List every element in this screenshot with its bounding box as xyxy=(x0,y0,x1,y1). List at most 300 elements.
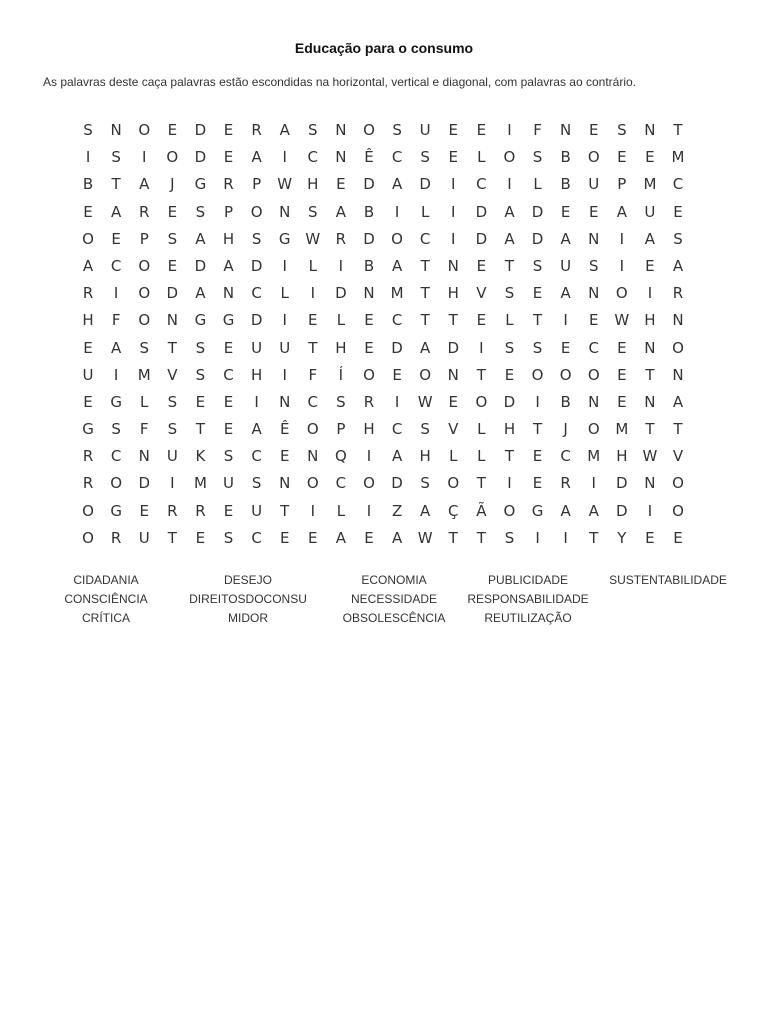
grid-letter: A xyxy=(223,256,234,275)
word-list-column xyxy=(453,571,603,628)
grid-letter: O xyxy=(559,365,572,384)
grid-letter: B xyxy=(82,175,94,194)
grid-letter: H xyxy=(250,365,263,384)
grid-letter: E xyxy=(476,256,487,275)
grid-letter: E xyxy=(532,447,543,466)
grid-letter: E xyxy=(279,447,290,466)
grid-letter: I xyxy=(282,148,287,167)
grid-letter: G xyxy=(110,501,122,520)
grid-letter: L xyxy=(477,420,486,439)
grid-letter: S xyxy=(223,528,234,547)
grid-letter: E xyxy=(195,392,206,411)
grid-letter: T xyxy=(308,338,318,357)
grid-letter: A xyxy=(251,420,262,439)
grid-letter: E xyxy=(448,121,458,139)
grid-letter: E xyxy=(560,202,571,221)
grid-letter: E xyxy=(645,528,655,547)
grid-letter: C xyxy=(672,175,684,194)
word-search-grid xyxy=(74,117,692,552)
grid-letter: N xyxy=(560,121,572,139)
grid-letter: O xyxy=(166,148,179,167)
grid-letter: E xyxy=(223,420,234,439)
grid-letter: S xyxy=(308,202,318,221)
grid-letter: N xyxy=(138,447,150,466)
grid-letter: I xyxy=(619,229,625,248)
grid-letter: I xyxy=(535,392,540,411)
grid-letter: N xyxy=(363,284,375,303)
grid-letter: Y xyxy=(617,528,627,547)
grid-letter: U xyxy=(251,338,263,357)
grid-letter: F xyxy=(139,420,149,439)
grid-letter: S xyxy=(532,148,543,167)
grid-letter: C xyxy=(391,148,403,167)
grid-letter: A xyxy=(560,229,571,248)
grid-letter: H xyxy=(644,311,656,330)
grid-letter: D xyxy=(335,284,347,303)
grid-letter: L xyxy=(420,202,430,221)
grid-letter: E xyxy=(617,338,627,357)
grid-letter: U xyxy=(560,256,572,275)
grid-letter: E xyxy=(167,121,178,139)
grid-letter: L xyxy=(308,256,317,275)
grid-letter: D xyxy=(250,256,263,275)
grid-letter: E xyxy=(448,148,458,167)
grid-letter: A xyxy=(672,392,684,411)
word-list-item: RESPONSABILIDADE xyxy=(467,592,589,606)
grid-letter: T xyxy=(420,311,430,330)
grid-letter: U xyxy=(279,338,291,357)
word-list-item: SUSTENTABILIDADE xyxy=(609,573,727,587)
grid-letter: E xyxy=(139,501,149,520)
grid-letter: L xyxy=(477,447,486,466)
grid-letter: C xyxy=(307,148,319,167)
grid-letter: I xyxy=(451,229,456,248)
grid-letter: A xyxy=(560,284,571,303)
grid-letter: A xyxy=(391,256,403,275)
grid-letter: T xyxy=(420,256,430,275)
grid-letter: I xyxy=(282,365,287,384)
grid-letter: N xyxy=(644,392,656,411)
grid-letter: H xyxy=(447,284,459,303)
grid-letter: R xyxy=(167,501,178,520)
grid-letter: V xyxy=(672,447,684,466)
grid-letter: E xyxy=(308,311,318,330)
grid-letter: T xyxy=(448,311,458,330)
grid-letter: E xyxy=(83,392,93,411)
grid-letter: S xyxy=(83,121,93,139)
grid-letter: T xyxy=(504,447,515,466)
grid-letter: O xyxy=(447,474,460,493)
grid-letter: A xyxy=(82,256,94,275)
grid-letter: O xyxy=(419,365,432,384)
grid-letter: T xyxy=(532,311,543,330)
grid-letter: A xyxy=(195,229,206,248)
word-list-item: CONSCIÊNCIA xyxy=(64,592,148,606)
grid-letter: N xyxy=(644,474,656,493)
grid-letter: E xyxy=(223,148,234,167)
grid-letter: P xyxy=(617,175,627,194)
grid-letter: Ç xyxy=(448,501,459,520)
grid-letter: E xyxy=(476,311,487,330)
grid-letter: E xyxy=(195,528,206,547)
grid-letter: D xyxy=(166,284,179,303)
grid-letter: I xyxy=(170,474,175,493)
grid-letter: O xyxy=(587,148,600,167)
grid-letter: D xyxy=(616,474,628,493)
grid-letter: E xyxy=(83,338,93,357)
grid-letter: O xyxy=(672,474,684,493)
grid-letter: S xyxy=(504,284,515,303)
grid-letter: D xyxy=(138,474,151,493)
grid-letter: E xyxy=(223,338,234,357)
grid-letter: S xyxy=(251,474,262,493)
grid-letter: E xyxy=(111,229,121,248)
grid-letter: D xyxy=(250,311,263,330)
grid-letter: V xyxy=(476,284,487,303)
word-list-item: REUTILIZAÇÃO xyxy=(484,611,572,625)
word-list-column xyxy=(173,571,323,628)
grid-letter: O xyxy=(363,365,375,384)
grid-letter: A xyxy=(391,175,403,194)
grid-letter: L xyxy=(140,392,149,411)
grid-letter: W xyxy=(417,528,433,547)
grid-letter: W xyxy=(614,311,630,330)
grid-letter: O xyxy=(503,148,516,167)
word-list-item: CRÍTICA xyxy=(82,611,130,625)
grid-letter: B xyxy=(363,202,375,221)
grid-letter: P xyxy=(252,175,262,194)
grid-letter: T xyxy=(476,474,486,493)
grid-letter: D xyxy=(531,202,544,221)
grid-letter: D xyxy=(447,338,460,357)
grid-letter: O xyxy=(82,229,94,248)
grid-letter: E xyxy=(308,528,318,547)
grid-letter: C xyxy=(391,311,403,330)
word-list-item: MIDOR xyxy=(228,611,268,625)
grid-letter: H xyxy=(419,447,431,466)
grid-letter: S xyxy=(195,338,206,357)
grid-letter: N xyxy=(588,392,600,411)
grid-letter: G xyxy=(531,501,544,520)
grid-letter: G xyxy=(278,229,291,248)
word-list-item: PUBLICIDADE xyxy=(487,573,569,587)
grid-letter: I xyxy=(507,474,512,493)
grid-letter: S xyxy=(504,338,515,357)
grid-letter: N xyxy=(672,365,684,384)
grid-letter: N xyxy=(335,121,347,139)
grid-letter: T xyxy=(504,256,515,275)
grid-letter: T xyxy=(532,420,543,439)
grid-letter: D xyxy=(475,229,488,248)
grid-letter: S xyxy=(308,121,318,139)
grid-letter: N xyxy=(447,365,459,384)
grid-letter: E xyxy=(167,256,178,275)
grid-letter: H xyxy=(503,420,516,439)
grid-letter: T xyxy=(195,420,205,439)
grid-letter: R xyxy=(82,284,94,303)
grid-letter: M xyxy=(587,447,601,466)
grid-letter: S xyxy=(532,256,543,275)
grid-letter: U xyxy=(251,501,263,520)
instructions-text: As palavras deste caça palavras estão escondidas na horizontal, vertical e diagonal, com palavras ao contrário. xyxy=(43,75,636,89)
word-list-item: CIDADANIA xyxy=(73,573,139,587)
grid-letter: Z xyxy=(391,501,403,520)
grid-letter: F xyxy=(111,311,121,330)
grid-letter: A xyxy=(111,338,122,357)
grid-letter: H xyxy=(82,311,94,330)
grid-letter: Ã xyxy=(476,501,487,520)
grid-letter: G xyxy=(110,392,122,411)
grid-letter: A xyxy=(644,229,656,248)
grid-letter: R xyxy=(672,284,684,303)
grid-letter: I xyxy=(85,148,91,167)
grid-letter: O xyxy=(672,338,684,357)
grid-letter: N xyxy=(335,148,347,167)
grid-letter: H xyxy=(222,229,235,248)
grid-letter: D xyxy=(194,121,207,139)
grid-letter: L xyxy=(449,447,458,466)
grid-letter: D xyxy=(503,392,516,411)
grid-letter: C xyxy=(391,420,403,439)
grid-letter: E xyxy=(336,175,346,194)
grid-letter: W xyxy=(277,175,293,194)
grid-letter: E xyxy=(504,365,515,384)
grid-letter: C xyxy=(335,474,347,493)
grid-letter: W xyxy=(642,447,658,466)
grid-letter: I xyxy=(563,528,568,547)
grid-letter: O xyxy=(503,501,516,520)
grid-letter: B xyxy=(560,148,571,167)
grid-letter: I xyxy=(619,256,625,275)
grid-letter: H xyxy=(335,338,347,357)
grid-letter: O xyxy=(138,121,151,139)
grid-letter: U xyxy=(588,175,600,194)
word-list-column xyxy=(319,571,469,628)
grid-letter: N xyxy=(588,284,600,303)
grid-letter: E xyxy=(167,202,178,221)
grid-letter: D xyxy=(419,175,431,194)
grid-letter: A xyxy=(504,202,515,221)
grid-letter: C xyxy=(251,447,262,466)
grid-letter: A xyxy=(588,501,599,520)
grid-letter: E xyxy=(476,121,487,139)
grid-letter: S xyxy=(167,392,178,411)
grid-letter: O xyxy=(306,474,319,493)
grid-letter: A xyxy=(420,501,431,520)
grid-letter: N xyxy=(644,121,656,139)
grid-letter: I xyxy=(451,202,456,221)
grid-letter: I xyxy=(113,365,119,384)
grid-letter: D xyxy=(363,175,375,194)
grid-letter: I xyxy=(142,148,147,167)
grid-letter: E xyxy=(673,528,683,547)
grid-letter: O xyxy=(391,229,403,248)
grid-letter: B xyxy=(560,392,571,411)
grid-letter: C xyxy=(419,229,431,248)
grid-letter: A xyxy=(420,338,431,357)
word-list-item: NECESSIDADE xyxy=(350,592,438,606)
grid-letter: E xyxy=(392,365,402,384)
grid-letter: S xyxy=(251,229,262,248)
grid-letter: E xyxy=(617,365,627,384)
grid-letter: I xyxy=(394,202,400,221)
grid-letter: D xyxy=(391,338,403,357)
grid-letter: N xyxy=(222,284,235,303)
grid-letter: E xyxy=(588,202,599,221)
grid-letter: E xyxy=(223,501,234,520)
grid-letter: Q xyxy=(334,447,347,466)
grid-letter: L xyxy=(477,148,486,167)
grid-letter: E xyxy=(560,338,571,357)
grid-letter: S xyxy=(420,474,430,493)
grid-letter: A xyxy=(560,501,571,520)
grid-letter: O xyxy=(587,420,600,439)
grid-letter: E xyxy=(617,392,627,411)
grid-letter: C xyxy=(307,392,319,411)
grid-letter: S xyxy=(167,420,178,439)
grid-letter: N xyxy=(279,474,291,493)
grid-letter: I xyxy=(282,256,287,275)
grid-letter: N xyxy=(672,311,684,330)
grid-letter: C xyxy=(560,447,571,466)
grid-letter: L xyxy=(336,501,346,520)
grid-letter: U xyxy=(419,121,431,139)
grid-letter: P xyxy=(336,420,346,439)
grid-letter: S xyxy=(617,121,627,139)
grid-letter: T xyxy=(476,528,486,547)
grid-letter: Í xyxy=(338,365,344,384)
grid-letter: G xyxy=(82,420,94,439)
grid-letter: B xyxy=(560,175,571,194)
grid-letter: E xyxy=(673,202,683,221)
grid-letter: S xyxy=(504,528,515,547)
grid-letter: O xyxy=(138,284,151,303)
grid-letter: O xyxy=(363,121,375,139)
grid-letter: O xyxy=(138,256,151,275)
grid-letter: S xyxy=(111,420,121,439)
grid-letter: E xyxy=(448,392,458,411)
grid-letter: W xyxy=(305,229,321,248)
grid-letter: N xyxy=(279,392,291,411)
word-list-column xyxy=(43,571,169,628)
grid-letter: D xyxy=(475,202,488,221)
grid-letter: H xyxy=(363,420,375,439)
grid-letter: C xyxy=(251,284,262,303)
grid-letter: T xyxy=(673,420,683,439)
grid-letter: C xyxy=(251,528,262,547)
grid-letter: A xyxy=(139,175,150,194)
grid-letter: F xyxy=(308,365,318,384)
grid-letter: I xyxy=(563,311,568,330)
grid-letter: E xyxy=(645,148,655,167)
grid-letter: O xyxy=(531,365,544,384)
grid-letter: J xyxy=(563,420,568,439)
grid-letter: V xyxy=(448,420,459,439)
grid-letter: M xyxy=(137,365,151,384)
grid-letter: I xyxy=(366,501,372,520)
grid-letter: I xyxy=(310,284,316,303)
grid-letter: E xyxy=(223,392,234,411)
grid-letter: S xyxy=(223,447,234,466)
grid-letter: Ê xyxy=(279,420,290,439)
grid-letter: D xyxy=(616,501,628,520)
grid-letter: I xyxy=(507,121,512,139)
grid-letter: C xyxy=(476,175,487,194)
grid-letter: M xyxy=(643,175,657,194)
grid-letter: O xyxy=(306,420,319,439)
word-list-item: OBSOLESCÊNCIA xyxy=(342,611,446,625)
grid-letter: M xyxy=(615,420,629,439)
grid-letter: U xyxy=(166,447,178,466)
grid-letter: N xyxy=(307,447,319,466)
page-title: Educação para o consumo xyxy=(294,40,474,56)
grid-letter: R xyxy=(335,229,347,248)
grid-letter: S xyxy=(167,229,178,248)
grid-letter: S xyxy=(111,148,121,167)
grid-letter: K xyxy=(195,447,206,466)
grid-letter: D xyxy=(391,474,403,493)
grid-letter: N xyxy=(447,256,459,275)
grid-letter: B xyxy=(363,256,375,275)
grid-letter: R xyxy=(139,202,150,221)
grid-letter: O xyxy=(82,501,94,520)
grid-letter: N xyxy=(644,338,656,357)
grid-letter: I xyxy=(113,284,119,303)
grid-letter: R xyxy=(251,121,262,139)
grid-letter: G xyxy=(194,175,207,194)
grid-letter: I xyxy=(338,256,344,275)
grid-letter: T xyxy=(645,420,655,439)
grid-letter: E xyxy=(588,311,599,330)
grid-letter: S xyxy=(195,202,206,221)
grid-letter: I xyxy=(394,392,400,411)
grid-letter: A xyxy=(111,202,122,221)
grid-letter: P xyxy=(223,202,234,221)
word-list-column xyxy=(603,571,733,590)
grid-letter: P xyxy=(139,229,149,248)
grid-letter: M xyxy=(193,474,207,493)
grid-letter: C xyxy=(110,256,122,275)
grid-letter: A xyxy=(391,528,403,547)
grid-letter: T xyxy=(589,528,599,547)
grid-letter: T xyxy=(420,284,430,303)
grid-letter: I xyxy=(591,474,596,493)
grid-letter: A xyxy=(616,202,627,221)
grid-letter: I xyxy=(366,447,372,466)
grid-letter: C xyxy=(110,447,122,466)
grid-letter: E xyxy=(645,256,655,275)
grid-letter: R xyxy=(363,392,375,411)
grid-letter: R xyxy=(195,501,206,520)
grid-letter: U xyxy=(223,474,234,493)
grid-letter: S xyxy=(392,121,402,139)
grid-letter: L xyxy=(533,175,542,194)
grid-letter: M xyxy=(671,148,685,167)
grid-letter: R xyxy=(560,474,571,493)
grid-letter: A xyxy=(251,148,262,167)
grid-letter: N xyxy=(279,202,291,221)
grid-letter: T xyxy=(645,365,655,384)
grid-letter: D xyxy=(194,148,207,167)
grid-letter: R xyxy=(110,528,122,547)
grid-letter: S xyxy=(420,420,430,439)
grid-letter: A xyxy=(279,121,290,139)
grid-letter: U xyxy=(82,365,94,384)
grid-letter: E xyxy=(532,284,543,303)
grid-letter: S xyxy=(673,229,683,248)
grid-letter: I xyxy=(310,501,316,520)
grid-letter: S xyxy=(588,256,599,275)
